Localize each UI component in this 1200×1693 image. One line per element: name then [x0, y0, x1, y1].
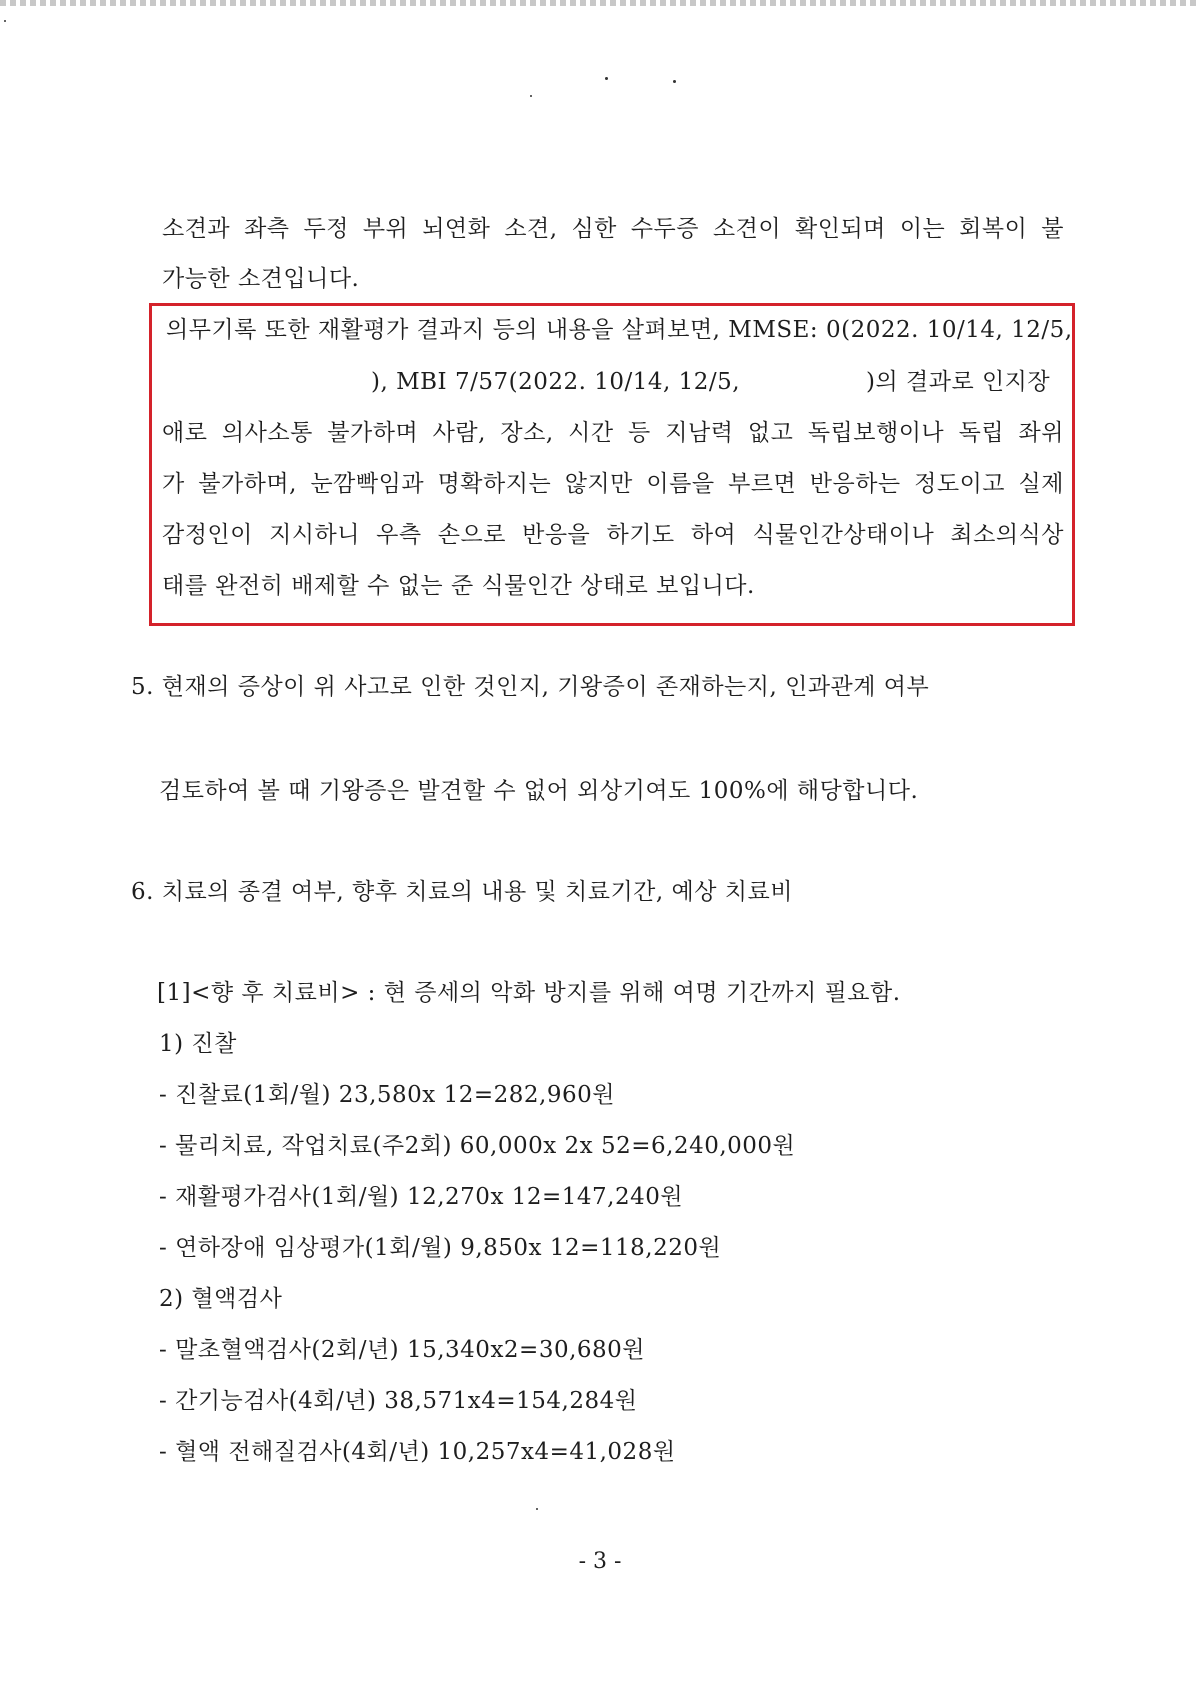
- highlighted-line: 감정인이 지시하니 우측 손으로 반응을 하기도 하여 식물인간상태이나 최소의식상: [162, 522, 1064, 548]
- paragraph-line: 소견과 좌측 두정 부위 뇌연화 소견, 심한 수두증 소견이 확인되며 이는 회복이 불: [162, 216, 1064, 242]
- cost-item: - 물리치료, 작업치료(주2회) 60,000x 2x 52=6,240,000원: [159, 1133, 796, 1159]
- highlighted-line: 태를 완전히 배제할 수 없는 준 식물인간 상태로 보입니다.: [162, 573, 755, 599]
- subsection-title: 1) 진찰: [159, 1031, 237, 1057]
- cost-item: - 연하장애 임상평가(1회/월) 9,850x 12=118,220원: [159, 1235, 722, 1261]
- scan-speck: [673, 80, 676, 83]
- cost-item: - 재활평가검사(1회/월) 12,270x 12=147,240원: [159, 1184, 684, 1210]
- cost-item: - 간기능검사(4회/년) 38,571x4=154,284원: [159, 1388, 638, 1414]
- highlighted-line: )의 결과로 인지장: [866, 369, 1051, 395]
- highlighted-line: 의무기록 또한 재활평가 결과지 등의 내용을 살펴보면, MMSE: 0(2022. 10/14, 12/5,: [166, 317, 1073, 343]
- highlighted-line: ), MBI 7/57(2022. 10/14, 12/5,: [371, 369, 741, 395]
- section-body: 검토하여 볼 때 기왕증은 발견할 수 없어 외상기여도 100%에 해당합니다.: [159, 778, 919, 804]
- highlighted-line: 가 불가하며, 눈깜빡임과 명확하지는 않지만 이름을 부르면 반응하는 정도이고 실제: [162, 471, 1064, 497]
- scan-header-strip: [0, 0, 1200, 6]
- section-intro: [1]<향 후 치료비> : 현 증세의 악화 방지를 위해 여명 기간까지 필요함.: [157, 980, 901, 1006]
- highlighted-line: 애로 의사소통 불가하며 사람, 장소, 시간 등 지남력 없고 독립보행이나 독립 좌위: [162, 420, 1064, 446]
- paragraph-line: 가능한 소견입니다.: [162, 266, 360, 292]
- cost-item: - 진찰료(1회/월) 23,580x 12=282,960원: [159, 1082, 615, 1108]
- scan-speck: [4, 20, 6, 22]
- page-number: - 3 -: [578, 1549, 622, 1574]
- section-heading: 6. 치료의 종결 여부, 향후 치료의 내용 및 치료기간, 예상 치료비: [131, 879, 793, 905]
- subsection-title: 2) 혈액검사: [159, 1286, 283, 1312]
- scan-speck: [536, 1508, 538, 1510]
- section-heading: 5. 현재의 증상이 위 사고로 인한 것인지, 기왕증이 존재하는지, 인과관계 여부: [131, 674, 930, 700]
- cost-item: - 말초혈액검사(2회/년) 15,340x2=30,680원: [159, 1337, 646, 1363]
- scan-speck: [530, 95, 532, 97]
- scan-speck: [605, 77, 608, 80]
- cost-item: - 혈액 전해질검사(4회/년) 10,257x4=41,028원: [159, 1439, 676, 1465]
